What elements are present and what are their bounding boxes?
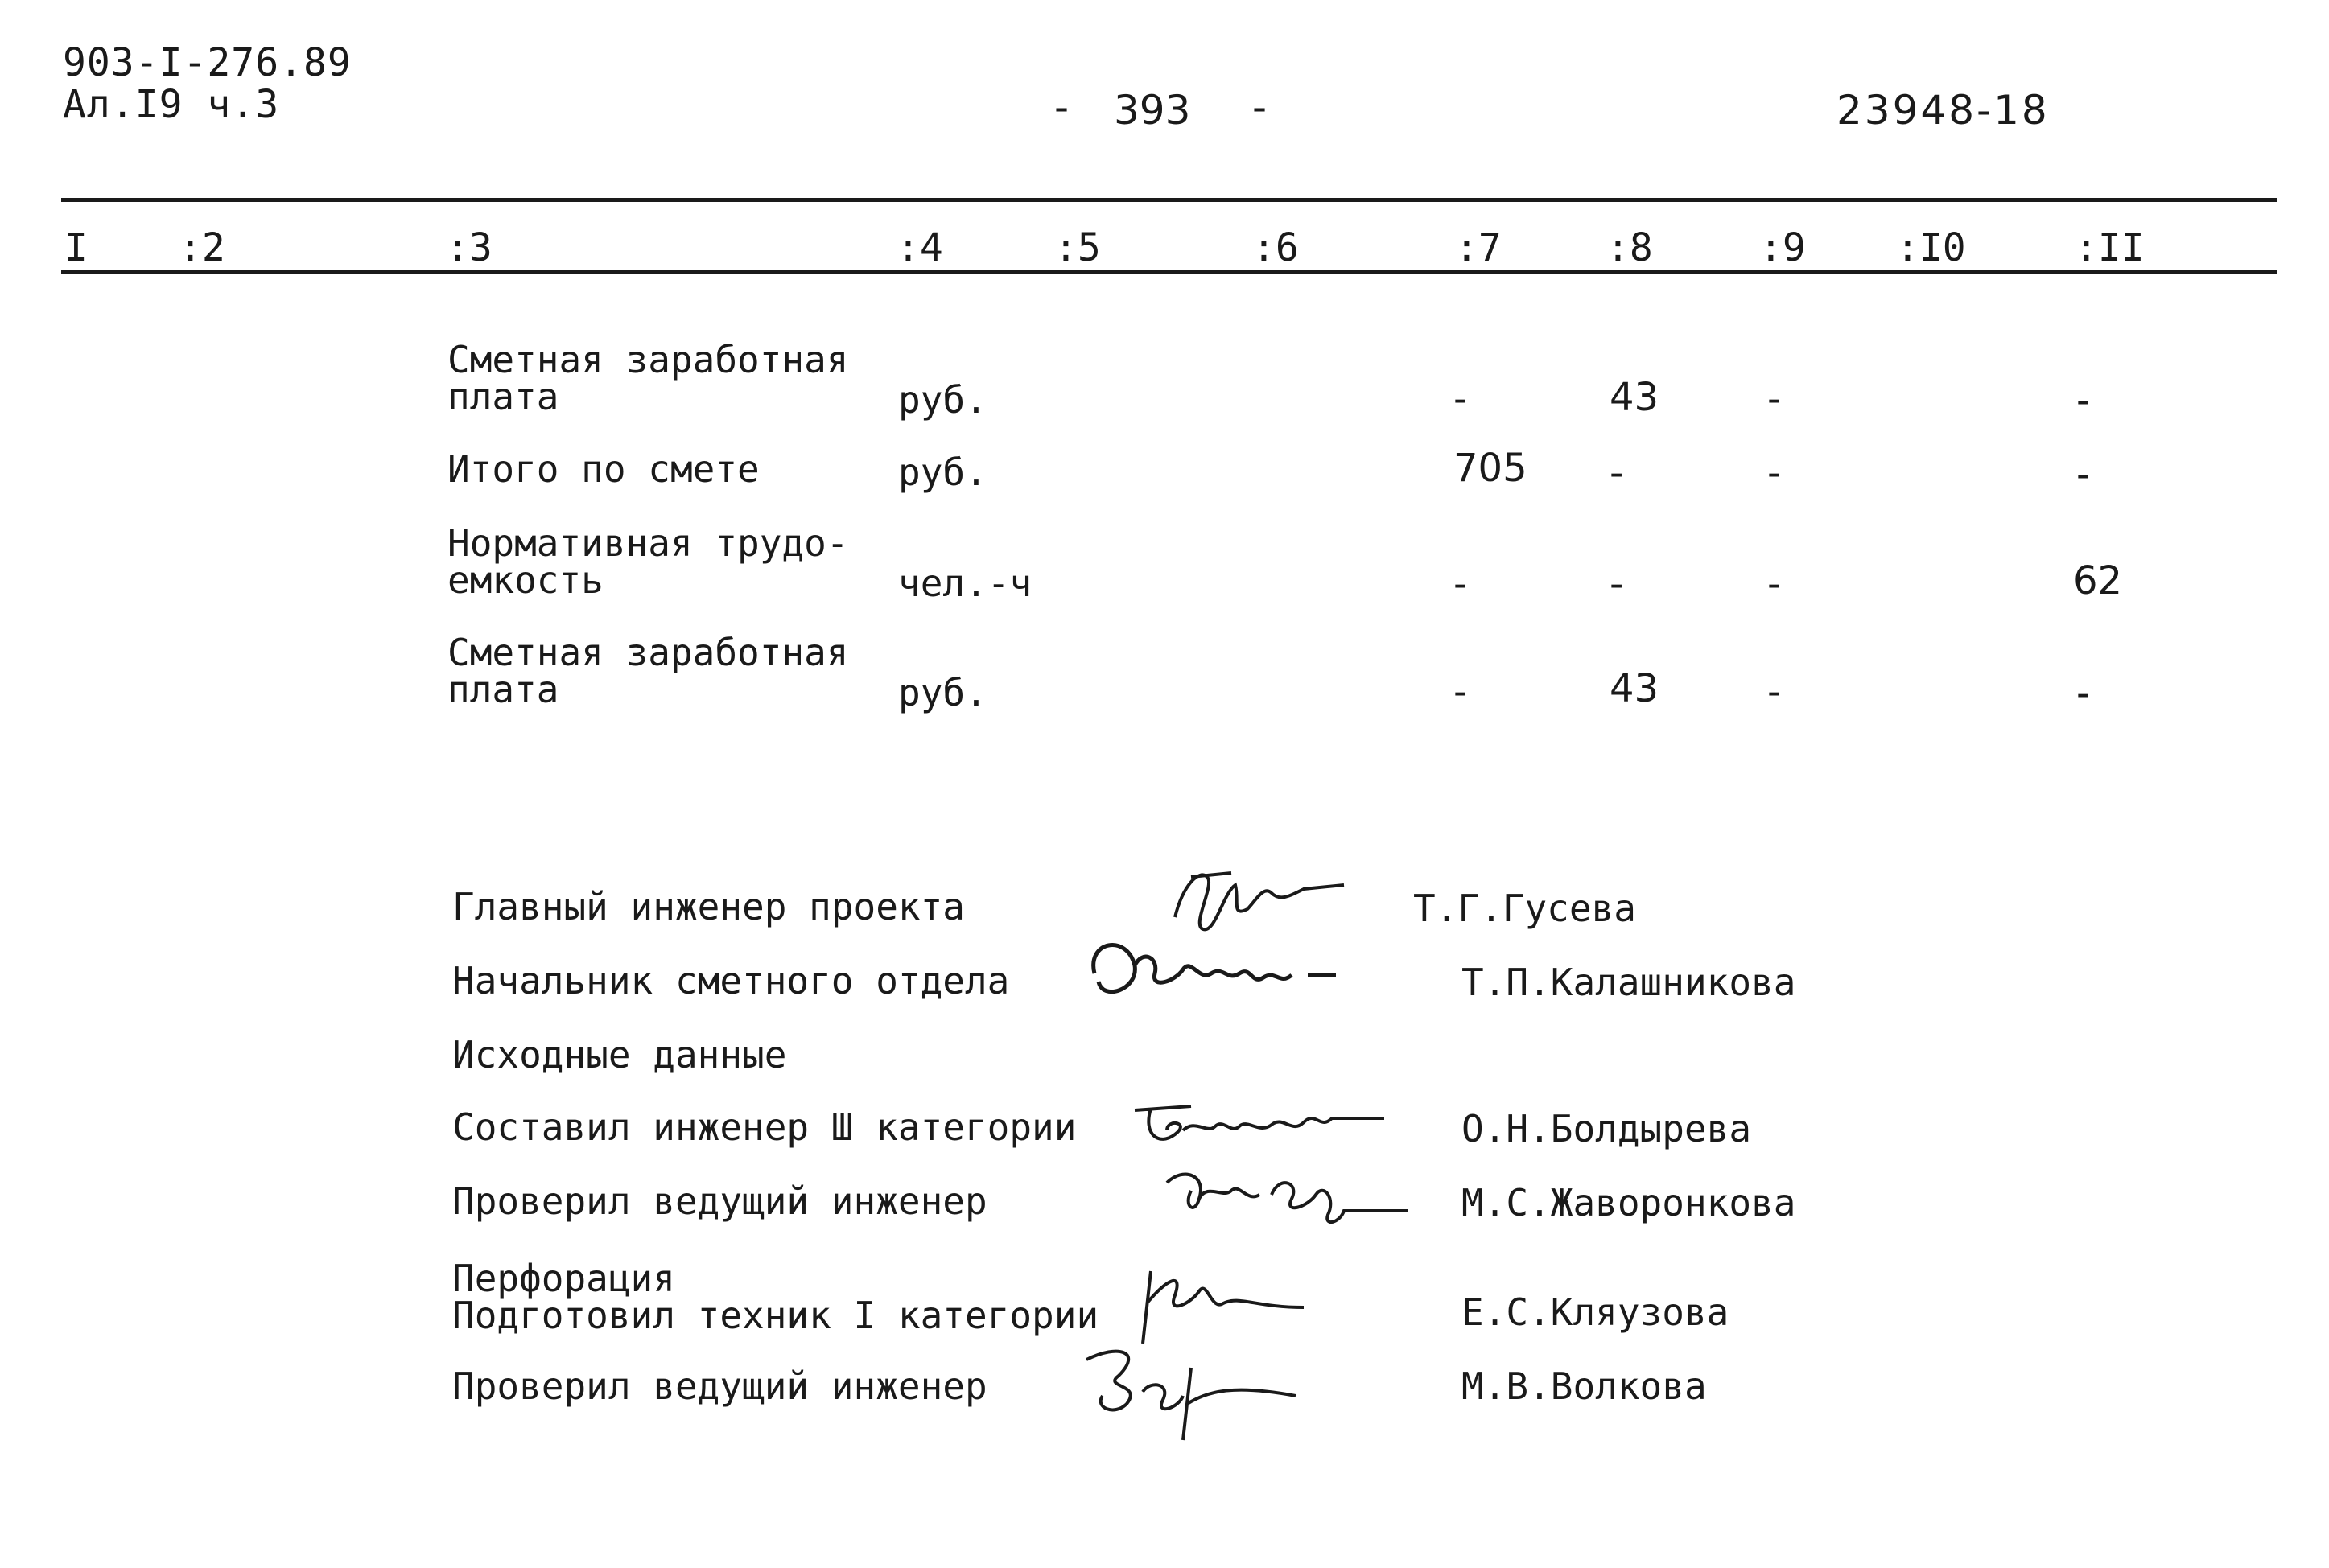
column-header-4: :4 <box>897 225 943 270</box>
signature-section-heading: Перфорация <box>452 1257 675 1300</box>
row-unit: руб. <box>898 671 987 714</box>
row-value-col9: - <box>1767 377 1782 422</box>
signature-boldyreva <box>1119 1086 1392 1159</box>
page-dash-left: - <box>1054 84 1070 130</box>
table-row-label <box>447 521 849 602</box>
row-value-col9: - <box>1767 669 1782 714</box>
document-code-line2: Ал.I9 ч.3 <box>63 82 280 127</box>
signature-title: Исходные данные <box>452 1033 787 1076</box>
column-header-8: :8 <box>1606 225 1653 270</box>
document-code-line1: 903-I-276.89 <box>63 40 352 85</box>
row-value-col9: - <box>1767 562 1782 607</box>
column-header-10: :I0 <box>1896 225 1966 270</box>
column-header-2: :2 <box>179 225 225 270</box>
document-code <box>63 42 352 126</box>
row-label-line1: Итого по смете <box>447 447 760 491</box>
row-value-col7: 705 <box>1453 446 1527 491</box>
registration-number: 23948-18 <box>1836 87 2050 134</box>
signatory-name: Т.Г.Гусева <box>1413 887 1636 930</box>
row-value-col7: - <box>1453 669 1468 714</box>
column-header-1: I <box>64 225 88 270</box>
row-label-line2: плата <box>447 375 559 418</box>
row-label-line1: Сметная заработная <box>447 338 849 381</box>
column-header-5: :5 <box>1054 225 1101 270</box>
row-value-col8: 43 <box>1610 666 1659 711</box>
column-header-3: :3 <box>446 225 493 270</box>
signature-title: Проверил ведущий инженер <box>452 1179 987 1223</box>
header-rule-bottom <box>61 270 2277 274</box>
row-value-col11: - <box>2076 378 2091 423</box>
column-header-7: :7 <box>1455 225 1502 270</box>
signature-title: Подготовил техник I категории <box>452 1294 1099 1337</box>
signatory-name: М.В.Волкова <box>1461 1364 1707 1408</box>
row-value-col7: - <box>1453 562 1468 607</box>
row-unit: руб. <box>898 378 987 422</box>
signatory-name: Т.П.Калашникова <box>1461 961 1796 1004</box>
row-unit: руб. <box>898 451 987 494</box>
signature-title: Составил инженер Ш категории <box>452 1105 1077 1149</box>
signature-volkova <box>1070 1335 1304 1448</box>
signature-title: Проверил ведущий инженер <box>452 1364 987 1408</box>
column-header-11: :II <box>2075 225 2145 270</box>
row-label-line2: плата <box>447 668 559 711</box>
signatory-name: О.Н.Болдырева <box>1461 1107 1752 1150</box>
row-value-col8: - <box>1610 451 1624 496</box>
page-dash-right: - <box>1252 84 1268 130</box>
header-rule-top <box>61 198 2277 202</box>
row-value-col11: - <box>2076 671 2091 716</box>
table-row-label <box>447 447 760 491</box>
row-unit: чел.-ч <box>898 562 1033 605</box>
row-value-col8: - <box>1610 562 1624 607</box>
row-value-col11: 62 <box>2073 558 2123 603</box>
signature-kalashnikova <box>1078 925 1344 1014</box>
row-label-line1: Нормативная трудо- <box>447 521 849 565</box>
table-row-label <box>447 338 849 418</box>
column-header-6: :6 <box>1252 225 1299 270</box>
signature-title-block <box>452 1257 1099 1337</box>
signature-title: Начальник сметного отдела <box>452 959 1010 1002</box>
row-value-col9: - <box>1767 451 1782 496</box>
row-value-col11: - <box>2076 452 2091 497</box>
signatory-name: М.С.Жаворонкова <box>1461 1181 1796 1224</box>
signature-zhavoronkova <box>1151 1150 1416 1239</box>
signature-title: Главный инженер проекта <box>452 885 965 928</box>
column-header-9: :9 <box>1759 225 1806 270</box>
page-number: 393 <box>1114 87 1191 134</box>
row-value-col7: - <box>1453 377 1468 422</box>
row-value-col8: 43 <box>1610 375 1659 420</box>
row-label-line2: емкость <box>447 558 604 602</box>
row-label-line1: Сметная заработная <box>447 631 849 674</box>
signatory-name: Е.С.Кляузова <box>1461 1290 1729 1334</box>
table-row-label <box>447 631 849 711</box>
